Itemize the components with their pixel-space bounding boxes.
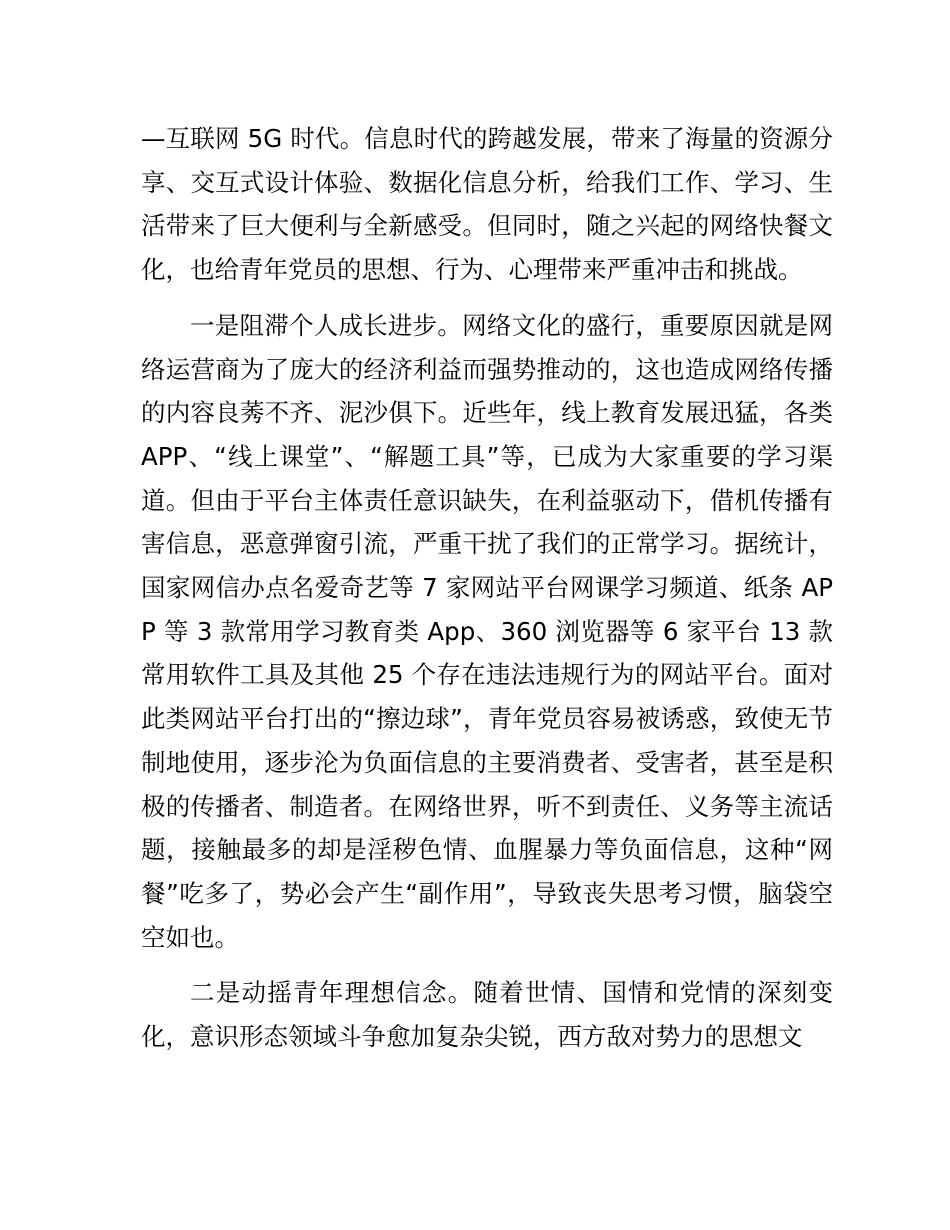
paragraph-intro-continuation: —互联网 5G 时代。信息时代的跨越发展，带来了海量的资源分享、交互式设计体验、数据化信息分析，给我们工作、学习、生活带来了巨大便利与全新感受。但同时，随之兴起的网络快餐文化，也给青年党员的思想、行为、心理带来严重冲击和挑战。: [141, 124, 833, 285]
paragraph-point-two: 二是动摇青年理想信念。随着世情、国情和党情的深刻变化，意识形态领域斗争愈加复杂尖锐，西方敌对势力的思想文: [141, 978, 833, 1052]
paragraph-point-one: 一是阻滞个人成长进步。网络文化的盛行，重要原因就是网络运营商为了庞大的经济利益而强势推动的，这也造成网络传播的内容良莠不齐、泥沙俱下。近些年，线上教育发展迅猛，各类 APP、“线上课堂”、“解题工具”等，已成为大家重要的学习渠道。但由于平台主体责任意识缺失，在利益驱动下，借机传播有害信息，恶意弹窗引流，严重干扰了我们的正常学习。据统计，国家网信办点名爱奇艺等 7 家网站平台网课学习频道、纸条 APP 等 3 款常用学习教育类 App、360 浏览器等 6 家平台 13 款常用软件工具及其他 25 个存在违法违规行为的网站平台。面对此类网站平台打出的“擦边球”，青年党员容易被诱惑，致使无节制地使用，逐步沦为负面信息的主要消费者、受害者，甚至是积极的传播者、制造者。在网络世界，听不到责任、义务等主流话题，接触最多的却是淫秽色情、血腥暴力等负面信息，这种“网餐”吃多了，势必会产生“副作用”，导致丧失思考习惯，脑袋空空如也。: [141, 310, 833, 952]
document-body: [141, 117, 833, 1071]
